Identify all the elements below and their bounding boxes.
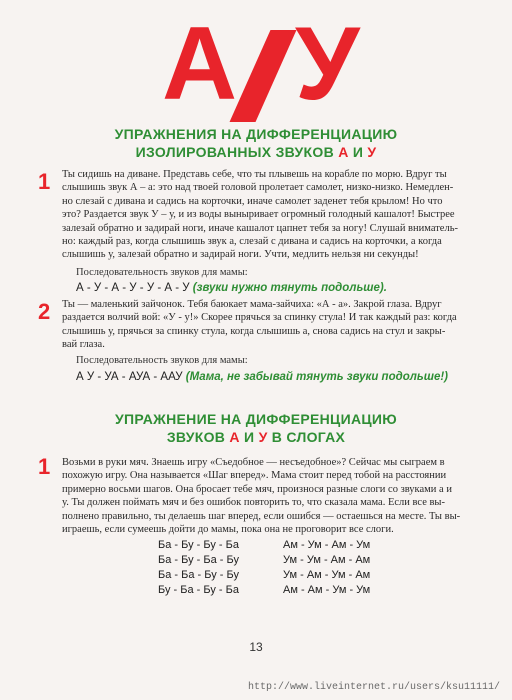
syllable-row-left: Ба - Бу - Ба - Бу bbox=[158, 554, 239, 566]
text-line: слышишь у, залезай обратно и задирай ноги. Учти, медлить нельзя ни секунды! bbox=[62, 249, 419, 261]
text-line: Ты — маленький зайчонок. Тебя баюкает мама-зайчиха: «А - а». Закрой глаза. Вдруг bbox=[62, 299, 442, 310]
exercise-number-2: 2 bbox=[38, 299, 51, 324]
page-title bbox=[0, 8, 512, 120]
syllable-row-right: Ум - Ам - Ум - Ам bbox=[283, 569, 371, 581]
exercise-1-text bbox=[62, 168, 477, 262]
syllable-row-right: Ам - Ум - Ам - Ум bbox=[283, 539, 371, 551]
text-line: слышишь у, прячься за спинку стула, когда слышишь а, снова садись на стул и закры- bbox=[62, 325, 446, 337]
text-line: вай глаза. bbox=[62, 339, 105, 351]
section1-heading-pre: ИЗОЛИРОВАННЫХ ЗВУКОВ bbox=[135, 144, 339, 160]
text-line: Возьми в руки мяч. Знаешь игру «Съедобное — несъедобное»? Сейчас мы сыграем в bbox=[62, 457, 445, 468]
text-line: раздается волчий вой: «У - у!» Скорее прячься за спинку стула! И так каждый раз: когда bbox=[62, 312, 457, 324]
text-line: у. Ты должен поймать мяч и без ошибок повторить то, что сказала мама. Если все вы- bbox=[62, 497, 445, 509]
section2-heading-u: У bbox=[258, 429, 268, 445]
section2-heading-a: А bbox=[229, 429, 240, 445]
sequence-note: (Мама, не забывай тянуть звуки подольше!) bbox=[185, 371, 448, 383]
section1-heading-u: У bbox=[367, 144, 377, 160]
title-letter-u: У bbox=[295, 6, 360, 122]
text-line: это? Раздается звук У – у, и из воды выныривает огромный голодный кашалот! Быстрее bbox=[62, 209, 455, 221]
text-line: примерно восьми шагов. Она бросает тебе мяч, произнося разные слоги со звуками а и bbox=[62, 483, 452, 495]
syllable-row-right: Ум - Ум - Ам - Ам bbox=[283, 554, 371, 566]
sequence-sounds: А - У - А - У - У - А - У bbox=[76, 282, 193, 294]
section2-heading-line1: УПРАЖНЕНИЕ НА ДИФФЕРЕНЦИАЦИЮ bbox=[114, 411, 397, 427]
exercise-1-sequence-label: Последовательность звуков для мамы: bbox=[76, 267, 248, 278]
text-line: залезай обратно и задирай ноги, иначе кашалот цапнет тебя за ногу! Слушай вниматель- bbox=[62, 222, 458, 234]
text-line: играешь, если сумеешь дойти до мамы, пока она не проговорит все слоги. bbox=[62, 524, 394, 536]
text-line: слышишь звук А – а: это над твоей головой пролетает самолет, низко-низко. Немедлен- bbox=[62, 182, 454, 194]
text-line: похожую игру. Она называется «Шаг вперед». Мама стоит перед тобой на расстоянии bbox=[62, 470, 447, 482]
exercise-number-1: 1 bbox=[38, 169, 51, 194]
syllable-row-left: Бу - Ба - Бу - Ба bbox=[158, 584, 239, 596]
section2-heading-post: В СЛОГАХ bbox=[267, 429, 346, 445]
exercise-2-sequence bbox=[76, 370, 496, 384]
page-number: 13 bbox=[249, 640, 263, 654]
syllable-row-left: Ба - Бу - Бу - Ба bbox=[158, 539, 239, 551]
watermark-url: http://www.liveinternet.ru/users/ksu11111/ bbox=[248, 682, 501, 693]
section2-heading-and: И bbox=[239, 429, 259, 445]
exercise-2-sequence-label: Последовательность звуков для мамы: bbox=[76, 355, 248, 366]
section2-heading-line2 bbox=[0, 428, 512, 446]
section1-heading-line1: УПРАЖНЕНИЯ НА ДИФФЕРЕНЦИАЦИЮ bbox=[114, 126, 398, 142]
exercise-2-text bbox=[62, 298, 477, 352]
text-line: но: каждый раз, когда слышишь звук а, слезай с дивана и садись на корточки, а когда bbox=[62, 236, 442, 248]
exercise-1-sequence bbox=[76, 281, 496, 295]
section1-heading-line2 bbox=[0, 143, 512, 161]
section2-heading-pre: ЗВУКОВ bbox=[166, 429, 230, 445]
section2-exercise-text bbox=[62, 456, 477, 536]
sequence-sounds: А У - УА - АУА - ААУ bbox=[76, 371, 186, 383]
title-letter-a: А bbox=[162, 6, 238, 122]
exercise-number-s2-1: 1 bbox=[38, 454, 51, 479]
section1-heading-and: И bbox=[348, 144, 368, 160]
text-line: полнено правильно, ты делаешь шаг вперед, если ошибся — остаешься на месте. Ты вы- bbox=[62, 510, 461, 522]
text-line: Ты сидишь на диване. Представь себе, что ты плывешь на корабле по морю. Вдруг ты bbox=[62, 169, 447, 180]
section1-heading-a: А bbox=[338, 144, 349, 160]
sequence-note: (звуки нужно тянуть подольше). bbox=[192, 282, 387, 294]
title-slash bbox=[230, 30, 297, 122]
syllable-row-left: Ба - Ба - Бу - Бу bbox=[158, 569, 239, 581]
syllable-row-right: Ам - Ам - Ум - Ум bbox=[283, 584, 371, 596]
text-line: но слезай с дивана и садись на корточки, иначе самолет заденет тебя крылом! Но что bbox=[62, 195, 443, 207]
